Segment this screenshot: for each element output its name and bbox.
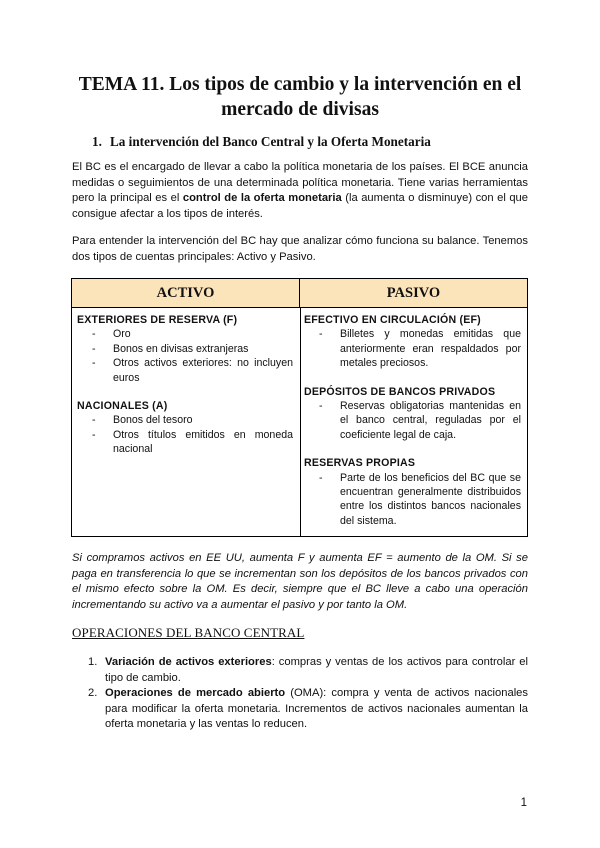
- section-heading: [92, 134, 431, 150]
- section-number: 1.: [92, 134, 102, 149]
- operations-heading: OPERACIONES DEL BANCO CENTRAL: [72, 625, 305, 640]
- column-divider: [300, 308, 301, 536]
- balance-table: [71, 278, 528, 537]
- group-title: NACIONALES (A): [77, 400, 168, 413]
- page-number: 1: [520, 797, 527, 809]
- pasivo-header: PASIVO: [300, 279, 527, 308]
- activo-header: ACTIVO: [72, 279, 300, 308]
- intro-text-end: (la aumenta o disminuye) con el que consigue afectar a los tipos de interés.: [72, 192, 529, 220]
- activo-column: [77, 313, 293, 457]
- list-item: - Reservas obligatorias mantenidas en el banco central, reguladas por el coeficiente legal de caja.: [319, 400, 521, 441]
- example-note: Si compramos activos en EE UU, aumenta F y aumenta EF = aumento de la OM. Si se paga en transferencia lo que se incrementan son los depósitos de los bancos privados con el mismo efecto sobre la OM. Es decir, siempre que el BC lleve a cabo una operación incrementando su activo va a aumentar el pasivo y por tanto la OM.: [72, 552, 528, 611]
- group-title: DEPÓSITOS DE BANCOS PRIVADOS: [304, 385, 496, 398]
- list-item: - Bonos del tesoro: [92, 414, 193, 427]
- list-item: - Bonos en divisas extranjeras: [92, 342, 249, 355]
- list-item: - Parte de los beneficios del BC que se encuentran generalmente distribuidos entre los distintos bancos nacionales del sistema.: [319, 471, 521, 527]
- intro-text-start: El BC es el encargado de llevar a cabo la política monetaria de los países. El BCE anuncia medidas o seguimientos de una determinada política monetaria. Tiene varias herramientas pero la principal es el: [72, 161, 528, 205]
- list-item: - Oro: [92, 328, 131, 341]
- group-title: EFECTIVO EN CIRCULACIÓN (EF): [304, 314, 481, 326]
- list-item: - Billetes y monedas emitidas que anteriormente eran respaldados por metales preciosos.: [319, 328, 521, 370]
- intro-paragraph: [72, 160, 528, 222]
- list-item: - Otros títulos emitidos en moneda nacional: [92, 428, 293, 456]
- section-title: La intervención del Banco Central y la Oferta Monetaria: [110, 134, 431, 149]
- list-item: 2. Operaciones de mercado abierto (OMA): compra y venta de activos nacionales para modificar la oferta monetaria. Incrementos de activos nacionales aumentan la oferta monetaria y las ventas lo reducen.: [88, 687, 528, 731]
- group-title: EXTERIORES DE RESERVA (F): [77, 314, 238, 326]
- pasivo-column: [304, 313, 521, 528]
- balance-paragraph: Para entender la intervención del BC hay que analizar cómo funciona su balance. Tenemos dos tipos de cuentas principales: Activo y Pasivo.: [72, 235, 528, 263]
- list-item: - Otros activos exteriores: no incluyen euros: [92, 357, 293, 384]
- intro-text-bold: control de la oferta monetaria: [182, 192, 342, 205]
- list-item: 1. Variación de activos exteriores: compras y ventas de los activos para controlar el tipo de cambio.: [88, 656, 528, 684]
- group-title: RESERVAS PROPIAS: [304, 457, 416, 470]
- page-title: TEMA 11. Los tipos de cambio y la intervención en el mercado de divisas: [78, 74, 522, 120]
